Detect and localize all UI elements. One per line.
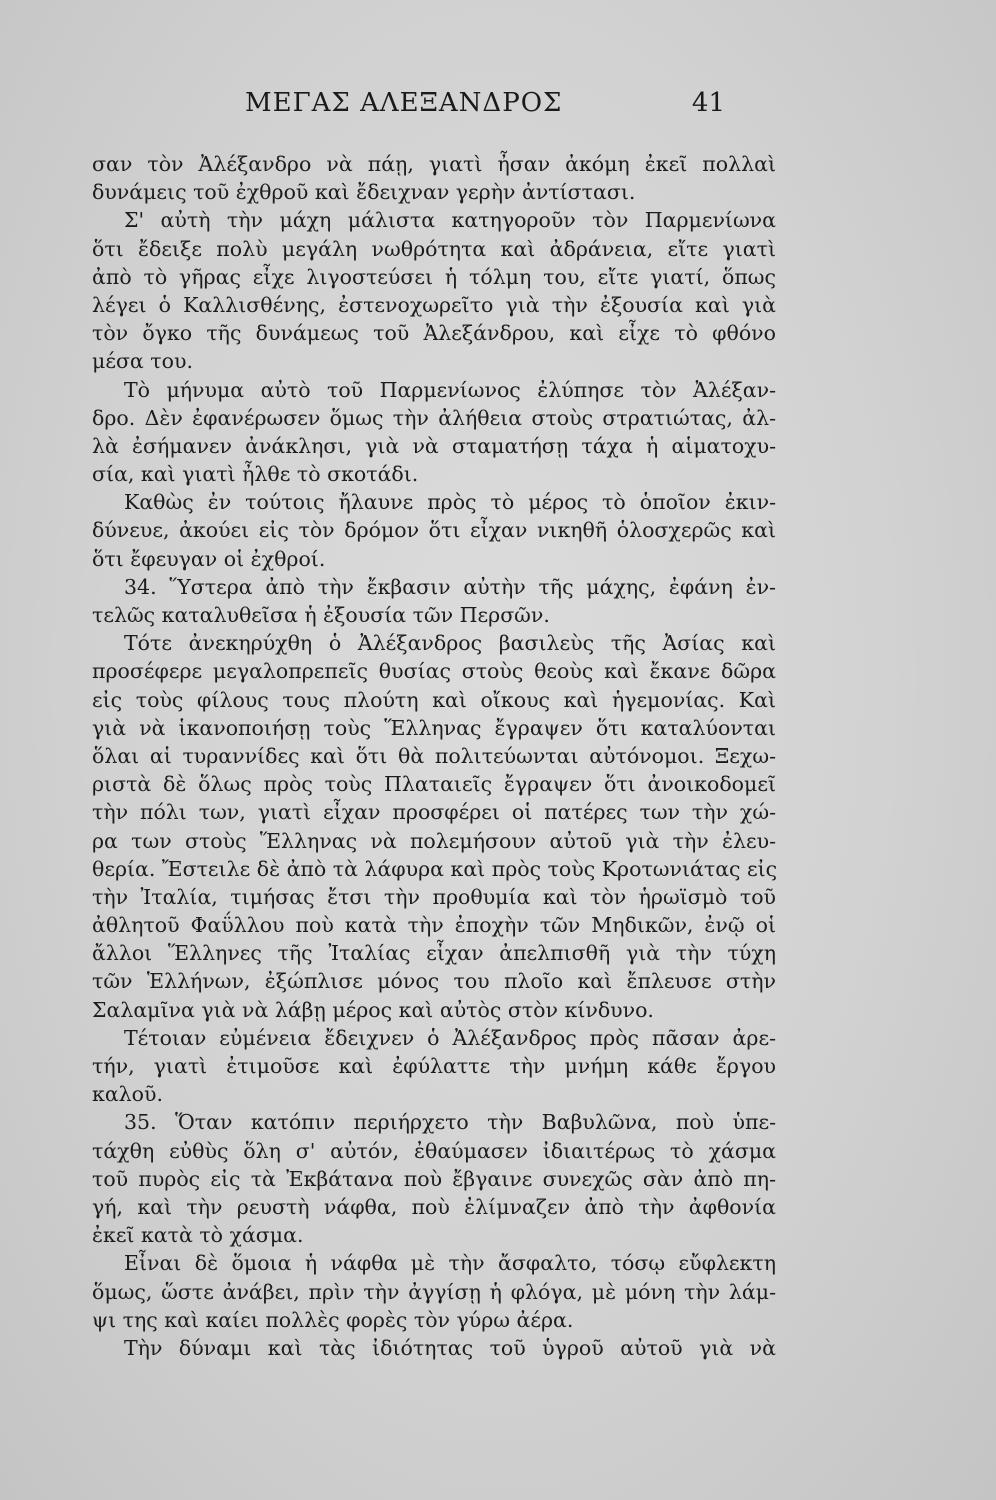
text-line: λὰ ἐσήμανεν ἀνάκλησι, γιὰ νὰ σταματήσῃ τάχα ἡ αἱματοχυ- [92, 433, 776, 458]
text-line: δυνάμεις τοῦ ἐχθροῦ καὶ ἔδειχναν γερὴν ἀντίστασι. [92, 180, 636, 205]
text-line: Τότε ἀνεκηρύχθη ὁ Ἀλέξανδρος βασιλεὺς τῆς Ἀσίας καὶ [124, 631, 776, 656]
text-line: ριστὰ δὲ ὅλως πρὸς τοὺς Πλαταιεῖς ἔγραψεν ὅτι ἀνοικοδομεῖ [92, 772, 776, 797]
text-line: ψι της καὶ καίει πολλὲς φορὲς τὸν γύρω ἀέρα. [92, 1307, 574, 1332]
text-line: ἐκεῖ κατὰ τὸ χάσμα. [92, 1223, 304, 1248]
text-line: Σ' αὐτὴ τὴν μάχη μάλιστα κατηγοροῦν τὸν Παρμενίωνα [124, 208, 776, 233]
text-line: γή, καὶ τὴν ρευστὴ νάφθα, ποὺ ἐλίμναζεν ἀπὸ τὴν ἀφθονία [92, 1194, 776, 1219]
text-line: τοῦ πυρὸς εἰς τὰ Ἐκβάτανα ποὺ ἔβγαινε συνεχῶς σὰν ἀπὸ πη- [92, 1166, 776, 1191]
text-line: καλοῦ. [92, 1082, 163, 1107]
text-line: λέγει ὁ Καλλισθένης, ἐστενοχωρεῖτο γιὰ τὴν ἐξουσία καὶ γιὰ [92, 292, 776, 317]
text-line: δρο. Δὲν ἐφανέρωσεν ὅμως τὴν ἀλήθεια στοὺς στρατιώτας, ἀλ- [92, 405, 776, 430]
text-line: δύνευε, ἀκούει εἰς τὸν δρόμον ὅτι εἶχαν νικηθῆ ὁλοσχερῶς καὶ [92, 518, 776, 543]
text-line: σία, καὶ γιατὶ ἦλθε τὸ σκοτάδι. [92, 462, 419, 487]
page-number: 41 [691, 88, 725, 118]
text-line: τὸν ὄγκο τῆς δυνάμεως τοῦ Ἀλεξάνδρου, καὶ εἶχε τὸ φθόνο [92, 321, 776, 346]
text-line: ὅλαι αἱ τυραννίδες καὶ ὅτι θὰ πολιτεύωνται αὐτόνομοι. Ξεχω- [92, 743, 776, 768]
text-line: Τὴν δύναμι καὶ τὰς ἰδιότητας τοῦ ὑγροῦ αὐτοῦ γιὰ νὰ [124, 1335, 776, 1360]
text-line: Σαλαμῖνα γιὰ νὰ λάβῃ μέρος καὶ αὐτὸς στὸν κίνδυνο. [92, 997, 654, 1022]
text-line: θερία. Ἔστειλε δὲ ἀπὸ τὰ λάφυρα καὶ πρὸς τοὺς Κροτωνιάτας εἰς [92, 856, 778, 881]
text-line: Τέτοιαν εὐμένεια ἔδειχνεν ὁ Ἀλέξανδρος πρὸς πᾶσαν ἀρε- [124, 1025, 776, 1050]
text-line: γιὰ νὰ ἱκανοποιήσῃ τοὺς Ἕλληνας ἔγραψεν ὅτι καταλύονται [92, 715, 776, 740]
text-line: Εἶναι δὲ ὅμοια ἡ νάφθα μὲ τὴν ἄσφαλτο, τόσῳ εὔφλεκτη [124, 1251, 776, 1276]
text-line: Καθὼς ἐν τούτοις ἤλαυνε πρὸς τὸ μέρος τὸ ὁποῖον ἐκιν- [124, 490, 776, 515]
text-line: 34. Ὕστερα ἀπὸ τὴν ἔκβασιν αὐτὴν τῆς μάχης, ἐφάνη ἐν- [124, 574, 776, 599]
text-line: τὴν πόλι των, γιατὶ εἶχαν προσφέρει οἱ πατέρες των τὴν χώ- [92, 800, 776, 825]
text-line: ἀπὸ τὸ γῆρας εἶχε λιγοστεύσει ἡ τόλμη του, εἴτε γιατί, ὅπως [92, 264, 776, 289]
text-line: ὅτι ἔδειξε πολὺ μεγάλη νωθρότητα καὶ ἀδράνεια, εἴτε γιατὶ [92, 236, 776, 261]
text-line: τήν, γιατὶ ἐτιμοῦσε καὶ ἐφύλαττε τὴν μνήμη κάθε ἔργου [92, 1054, 776, 1078]
text-line: ἀθλητοῦ Φαΰλλου ποὺ κατὰ τὴν ἐποχὴν τῶν Μηδικῶν, ἐνῷ οἱ [92, 913, 776, 938]
body-text [92, 150, 776, 1362]
text-line: προσέφερε μεγαλοπρεπεῖς θυσίας στοὺς θεοὺς καὶ ἔκανε δῶρα [92, 659, 776, 684]
page-header [245, 88, 725, 128]
text-line: σαν τὸν Ἀλέξανδρο νὰ πάῃ, γιατὶ ἦσαν ἀκόμη ἐκεῖ πολλαὶ [92, 152, 776, 176]
text-line: τάχθη εὐθὺς ὅλη σ' αὐτόν, ἐθαύμασεν ἰδιαιτέρως τὸ χάσμα [92, 1138, 776, 1163]
text-line: ὅμως, ὥστε ἀνάβει, πρὶν τὴν ἀγγίσῃ ἡ φλόγα, μὲ μόνη τὴν λάμ- [92, 1279, 776, 1304]
text-line: τὴν Ἰταλία, τιμήσας ἔτσι τὴν προθυμία καὶ τὸν ἡρωϊσμὸ τοῦ [92, 884, 776, 909]
text-line: Τὸ μήνυμα αὐτὸ τοῦ Παρμενίωνος ἐλύπησε τὸν Ἀλέξαν- [124, 377, 776, 402]
text-line: 35. Ὅταν κατόπιν περιήρχετο τὴν Βαβυλῶνα, ποὺ ὑπε- [124, 1110, 776, 1135]
text-line: ὅτι ἔφευγαν οἱ ἐχθροί. [92, 546, 326, 571]
text-line: ρα των στοὺς Ἕλληνας νὰ πολεμήσουν αὐτοῦ γιὰ τὴν ἐλευ- [92, 828, 776, 853]
text-line: τελῶς καταλυθεῖσα ἡ ἐξουσία τῶν Περσῶν. [92, 603, 550, 627]
text-line: μέσα του. [92, 349, 193, 374]
text-line: ἄλλοι Ἕλληνες τῆς Ἰταλίας εἶχαν ἀπελπισθῆ γιὰ τὴν τύχη [92, 941, 776, 966]
text-line: τῶν Ἑλλήνων, ἐξώπλισε μόνος του πλοῖο καὶ ἔπλευσε στὴν [92, 969, 776, 994]
text-line: εἰς τοὺς φίλους τους πλούτη καὶ οἴκους καὶ ἡγεμονίας. Καὶ [92, 687, 776, 712]
running-title: ΜΕΓΑΣ ΑΛΕΞΑΝΔΡΟΣ [245, 88, 563, 118]
